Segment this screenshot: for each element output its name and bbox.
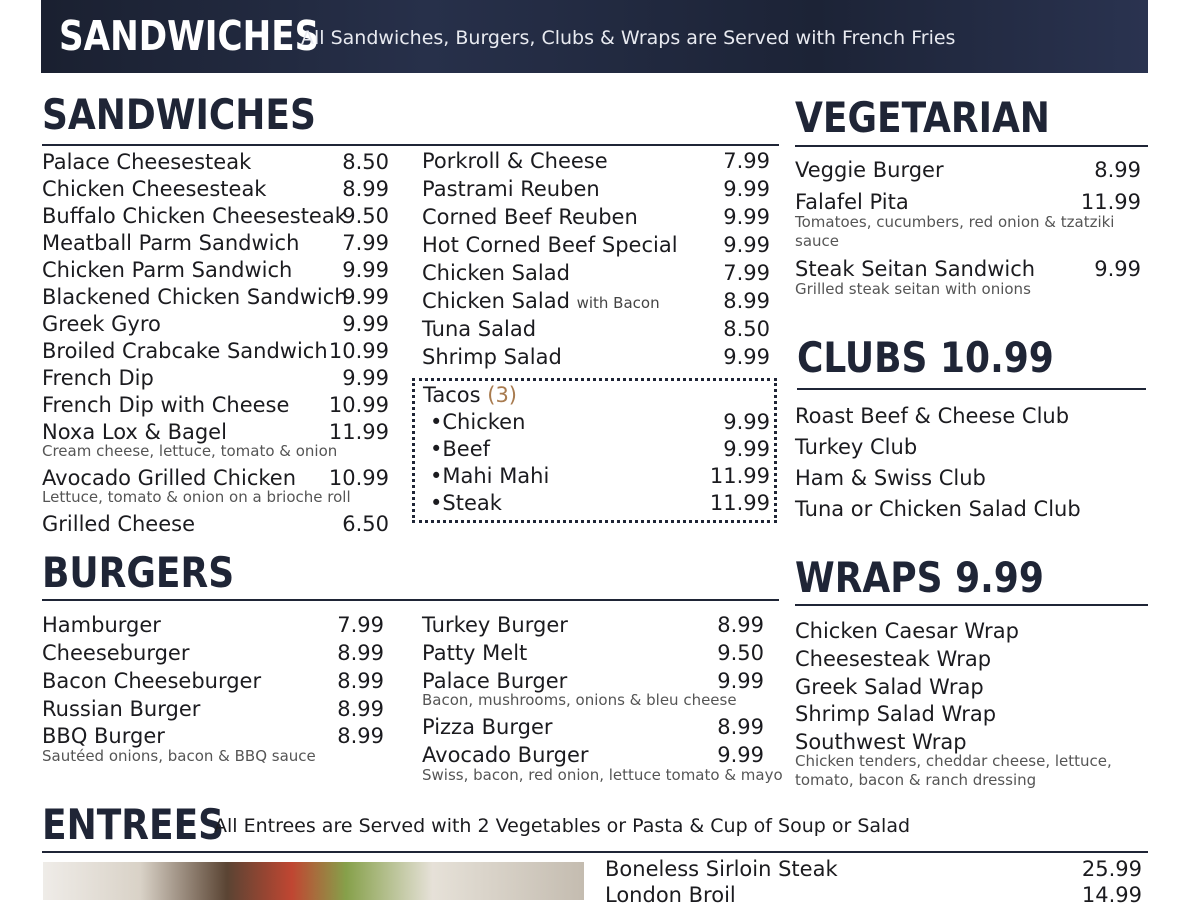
menu-item-price: 9.50 [717, 641, 764, 665]
menu-item-name: Noxa Lox & Bagel [42, 420, 227, 444]
tacos-count: (3) [487, 383, 517, 407]
entrees-rule [42, 851, 1148, 853]
menu-item-price: 7.99 [342, 231, 389, 255]
wrap-item: Shrimp Salad Wrap [795, 702, 997, 726]
wrap-item: Greek Salad Wrap [795, 675, 984, 699]
burgers-rule [42, 599, 779, 601]
menu-item-price: 8.99 [337, 641, 384, 665]
menu-item-price: 8.99 [1094, 158, 1141, 182]
menu-item-description: Sautéed onions, bacon & BBQ sauce [42, 747, 316, 765]
taco-item-price: 9.99 [723, 437, 770, 461]
menu-item-name: Chicken Salad [422, 261, 570, 285]
menu-item-price: 9.99 [1094, 257, 1141, 281]
menu-item-name: London Broil [605, 883, 736, 907]
menu-item-name: Meatball Parm Sandwich [42, 231, 300, 255]
menu-item-name: BBQ Burger [42, 724, 165, 748]
menu-item-price: 8.50 [342, 150, 389, 174]
taco-item-name: •Mahi Mahi [430, 464, 550, 488]
menu-item-name: Palace Burger [422, 669, 568, 693]
menu-item-name: Pastrami Reuben [422, 177, 600, 201]
taco-item-name: •Steak [430, 491, 502, 515]
tacos-title [423, 382, 517, 408]
sandwiches-heading: SANDWICHES [42, 90, 316, 140]
menu-item-name: Porkroll & Cheese [422, 149, 608, 173]
tacos-label: Tacos [423, 383, 481, 407]
menu-item-name: French Dip [42, 366, 154, 390]
menu-item-price: 9.99 [723, 205, 770, 229]
banner-subtitle: All Sandwiches, Burgers, Clubs & Wraps are Served with French Fries [301, 27, 956, 49]
menu-item-name: Patty Melt [422, 641, 528, 665]
vegetarian-heading: VEGETARIAN [795, 93, 1050, 143]
club-item: Turkey Club [795, 435, 918, 459]
wrap-item: Cheesesteak Wrap [795, 647, 992, 671]
menu-item-price: 9.99 [342, 285, 389, 309]
sandwiches-rule [42, 144, 779, 146]
menu-item-suffix: with Bacon [576, 294, 660, 312]
menu-item-price: 8.99 [337, 669, 384, 693]
menu-item-name: Corned Beef Reuben [422, 205, 638, 229]
menu-item-description: Cream cheese, lettuce, tomato & onion [42, 442, 338, 460]
menu-item-name: Avocado Burger [422, 743, 589, 767]
wraps-rule [795, 604, 1148, 606]
menu-item-price: 9.99 [342, 258, 389, 282]
menu-item-name: Avocado Grilled Chicken [42, 466, 297, 490]
menu-item-price: 8.99 [717, 715, 764, 739]
menu-item-price: 25.99 [1081, 857, 1142, 881]
top-banner [41, 0, 1148, 73]
menu-item-label: Chicken Salad [422, 289, 570, 313]
menu-item-name: French Dip with Cheese [42, 393, 290, 417]
menu-item-name: Pizza Burger [422, 715, 553, 739]
menu-item-price: 8.99 [337, 724, 384, 748]
menu-item-name: Hot Corned Beef Special [422, 233, 678, 257]
clubs-rule [797, 388, 1146, 390]
menu-item-description: Swiss, bacon, red onion, lettuce tomato & mayo [422, 766, 783, 784]
menu-item-name: Tuna Salad [422, 317, 537, 341]
menu-item-price: 9.99 [723, 345, 770, 369]
menu-item-name: Russian Burger [42, 697, 201, 721]
menu-item-description: sauce [795, 232, 839, 250]
club-item: Tuna or Chicken Salad Club [795, 497, 1081, 521]
menu-item-price: 9.99 [342, 312, 389, 336]
taco-item-price: 9.99 [723, 410, 770, 434]
menu-item-name: Blackened Chicken Sandwich [42, 285, 348, 309]
menu-item-price: 8.99 [723, 289, 770, 313]
menu-item-name: Palace Cheesesteak [42, 150, 252, 174]
menu-item-description: Bacon, mushrooms, onions & bleu cheese [422, 691, 737, 709]
menu-item-name: Veggie Burger [795, 158, 944, 182]
menu-item-name [422, 288, 660, 316]
menu-item-name: Cheeseburger [42, 641, 190, 665]
menu-item-price: 9.50 [342, 204, 389, 228]
menu-item-name: Turkey Burger [422, 613, 568, 637]
menu-item-name: Bacon Cheeseburger [42, 669, 262, 693]
menu-item-description: Grilled steak seitan with onions [795, 280, 1031, 298]
menu-item-name: Shrimp Salad [422, 345, 562, 369]
menu-item-price: 8.99 [342, 177, 389, 201]
menu-item-price: 8.99 [717, 613, 764, 637]
entrees-subtitle: All Entrees are Served with 2 Vegetables or Pasta & Cup of Soup or Salad [214, 815, 911, 837]
menu-item-price: 7.99 [723, 149, 770, 173]
menu-item-price: 11.99 [328, 420, 389, 444]
club-item: Ham & Swiss Club [795, 466, 986, 490]
club-item: Roast Beef & Cheese Club [795, 404, 1070, 428]
menu-item-description: Chicken tenders, cheddar cheese, lettuce, [795, 752, 1112, 770]
banner-title: SANDWICHES [59, 12, 320, 60]
entree-photo [43, 862, 584, 900]
taco-item-price: 11.99 [709, 464, 770, 488]
taco-item-price: 11.99 [709, 491, 770, 515]
wrap-item: Chicken Caesar Wrap [795, 619, 1019, 643]
wraps-heading: WRAPS 9.99 [795, 553, 1044, 603]
menu-item-price: 10.99 [328, 466, 389, 490]
burgers-heading: BURGERS [42, 548, 235, 598]
menu-item-name: Greek Gyro [42, 312, 161, 336]
menu-item-price: 11.99 [1080, 190, 1141, 214]
menu-item-name: Chicken Cheesesteak [42, 177, 267, 201]
menu-item-price: 7.99 [723, 261, 770, 285]
menu-item-description: tomato, bacon & ranch dressing [795, 771, 1037, 789]
menu-item-price: 9.99 [717, 669, 764, 693]
menu-item-price: 14.99 [1081, 883, 1142, 907]
menu-item-description: Lettuce, tomato & onion on a brioche roll [42, 488, 351, 506]
menu-item-price: 9.99 [717, 743, 764, 767]
menu-item-description: Tomatoes, cucumbers, red onion & tzatziki [795, 213, 1115, 231]
menu-item-name: Broiled Crabcake Sandwich [42, 339, 328, 363]
clubs-heading: CLUBS 10.99 [797, 333, 1054, 383]
menu-item-price: 8.99 [337, 697, 384, 721]
menu-item-name: Buffalo Chicken Cheesesteak [42, 204, 347, 228]
menu-item-price: 10.99 [328, 339, 389, 363]
menu-item-price: 9.99 [723, 233, 770, 257]
menu-item-name: Boneless Sirloin Steak [605, 857, 838, 881]
menu-item-price: 6.50 [342, 512, 389, 536]
menu-item-name: Steak Seitan Sandwich [795, 257, 1036, 281]
taco-item-name: •Chicken [430, 410, 526, 434]
menu-item-name: Falafel Pita [795, 190, 909, 214]
menu-item-name: Chicken Parm Sandwich [42, 258, 293, 282]
menu-item-price: 10.99 [328, 393, 389, 417]
menu-item-price: 9.99 [723, 177, 770, 201]
menu-item-price: 9.99 [342, 366, 389, 390]
menu-item-name: Grilled Cheese [42, 512, 196, 536]
menu-item-price: 7.99 [337, 613, 384, 637]
wrap-item: Southwest Wrap [795, 730, 967, 754]
menu-item-price: 8.50 [723, 317, 770, 341]
entrees-heading: ENTREES [42, 800, 225, 850]
taco-item-name: •Beef [430, 437, 491, 461]
menu-item-name: Hamburger [42, 613, 161, 637]
vegetarian-rule [795, 145, 1148, 147]
